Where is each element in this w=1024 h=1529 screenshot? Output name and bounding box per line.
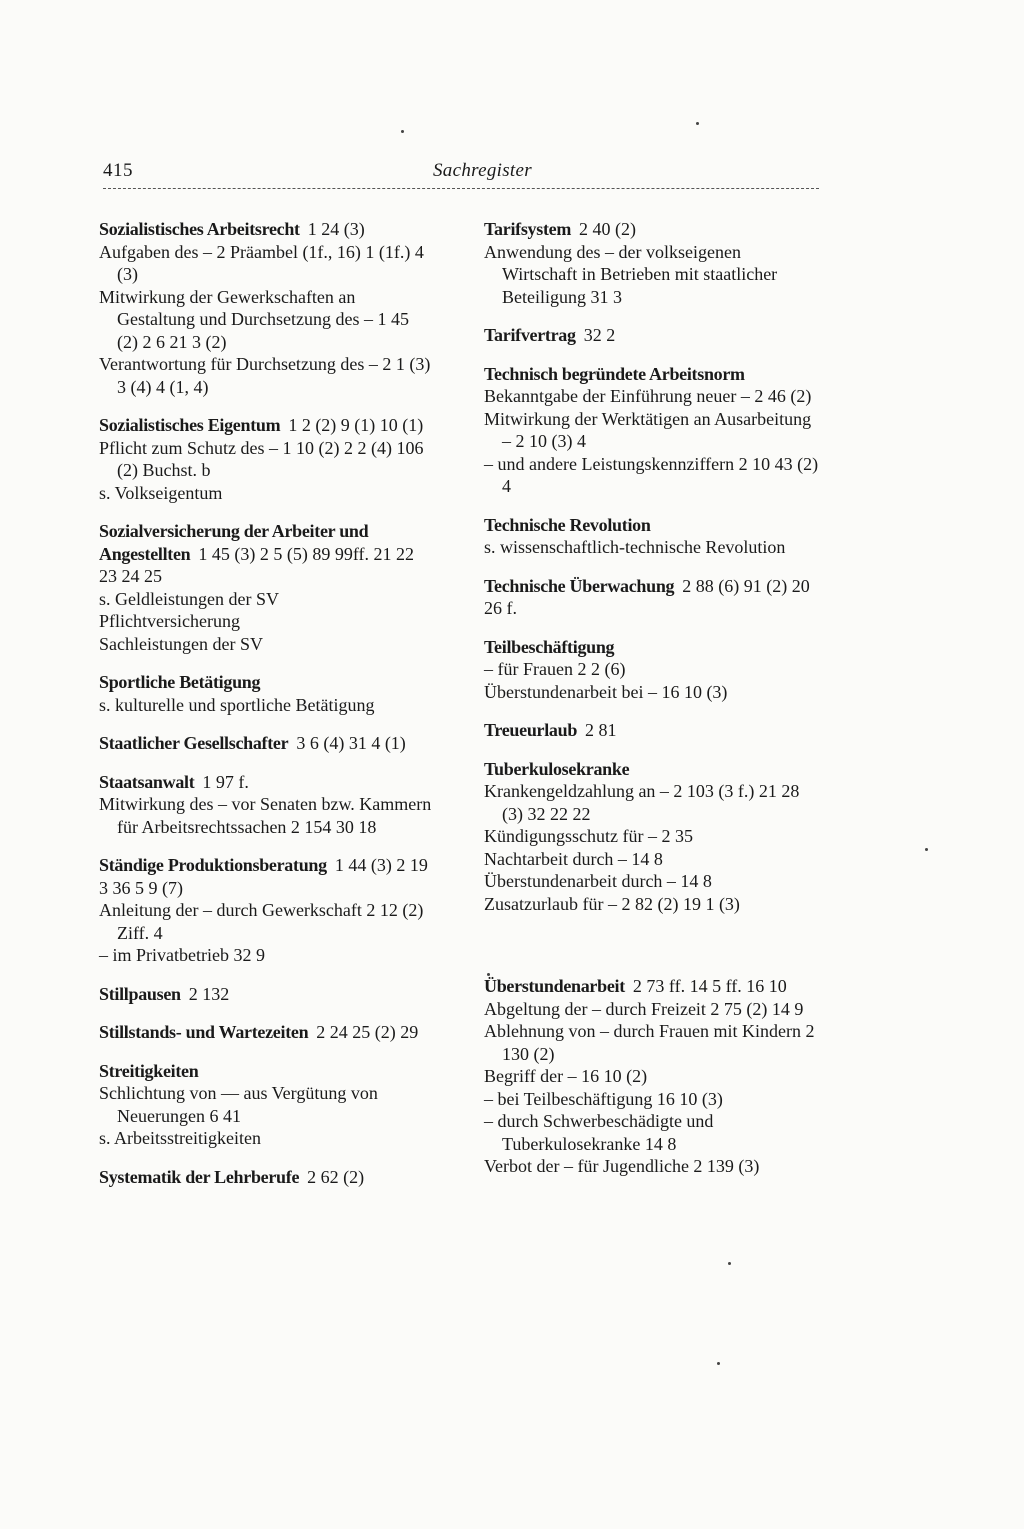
entry-subentry: – bei Teilbeschäftigung 16 10 (3) <box>484 1088 723 1109</box>
entry-heading <box>99 218 434 241</box>
entry-term: Staatsanwalt <box>99 771 195 792</box>
entry-spacer <box>99 838 434 854</box>
entry-subentry: Sachleistungen der SV <box>99 633 263 654</box>
entry-subentry: Überstundenarbeit durch – 14 8 <box>484 871 712 891</box>
entry-spacer <box>99 967 434 983</box>
entry-reference: 1 24 (3) <box>307 219 365 239</box>
entry-term: Teilbeschäftigung <box>484 636 615 657</box>
page-number: 415 <box>103 160 133 181</box>
entry-spacer <box>484 915 819 975</box>
entry-term: Stillstands- und Wartezeiten <box>99 1022 309 1042</box>
index-entry <box>484 575 819 620</box>
index-entry <box>99 1021 434 1044</box>
entry-term: Sozialistisches Arbeitsrecht <box>99 219 300 239</box>
index-entry <box>99 732 434 755</box>
entry-reference: 1 45 (3) 2 5 (5) 89 99ff. 21 22 23 24 25 <box>99 543 415 586</box>
entry-heading <box>484 636 819 659</box>
entry-term: Staatlicher Gesellschafter <box>99 733 289 753</box>
index-entry <box>484 636 819 704</box>
entry-subentry: Verbot der – für Jugendliche 2 139 (3) <box>484 1156 760 1176</box>
entry-subentry: s. Volkseigentum <box>99 482 223 503</box>
entry-reference: 32 2 <box>583 325 616 345</box>
entry-subentry: Mitwirkung der Gewerkschaften an Gestaltung und Durchsetzung des – 1 45 (2) 2 6 21 3 (2) <box>99 286 409 352</box>
print-speck <box>401 130 404 133</box>
entry-term: Tarifsystem <box>484 219 572 239</box>
entry-term: Sozialistisches Eigentum <box>99 415 281 435</box>
entry-subentry: Pflichtversicherung <box>99 611 240 631</box>
entry-subentry: Aufgaben des – 2 Präambel (1f., 16) 1 (1f.) 4 (3) <box>99 241 424 284</box>
entry-term: Technisch begründete Arbeitsnorm <box>484 363 745 384</box>
entry-subentry: – und andere Leistungskennziffern 2 10 43 (2) 4 <box>484 453 819 496</box>
entry-term: Sportliche Betätigung <box>99 672 261 692</box>
index-entry <box>484 758 819 916</box>
entry-heading <box>99 1060 434 1083</box>
entry-spacer <box>99 755 434 771</box>
entry-term: Tuberkulosekranke <box>484 758 630 779</box>
print-speck <box>925 848 928 851</box>
index-entry <box>99 1060 434 1150</box>
entry-heading <box>484 758 819 781</box>
entry-term: Systematik der Lehrberufe <box>99 1166 300 1187</box>
entry-term: Technische Revolution <box>484 514 651 535</box>
entry-heading <box>99 1166 434 1189</box>
entry-subentry: Schlichtung von — aus Vergütung von Neuerungen 6 41 <box>99 1083 378 1126</box>
entry-subentry: Ablehnung von – durch Frauen mit Kindern 2 130 (2) <box>484 1021 815 1064</box>
index-column-right <box>484 218 819 1178</box>
entry-subentry: – im Privatbetrieb 32 9 <box>99 945 265 965</box>
entry-spacer <box>99 1044 434 1060</box>
entry-subentry: Pflicht zum Schutz des – 1 10 (2) 2 2 (4) 106 (2) Buchst. b <box>99 437 424 480</box>
index-entry <box>484 975 819 1178</box>
print-speck <box>696 122 699 125</box>
index-entry <box>484 218 819 308</box>
entry-term: Treueurlaub <box>484 720 578 740</box>
index-entry <box>484 719 819 742</box>
entry-spacer <box>484 703 819 719</box>
entry-subentry: Kündigungsschutz für – 2 35 <box>484 826 693 846</box>
entry-heading <box>484 324 819 347</box>
entry-heading <box>484 975 819 998</box>
index-column-left <box>99 218 434 1188</box>
entry-subentry: Überstundenarbeit bei – 16 10 (3) <box>484 681 728 702</box>
index-entry <box>99 983 434 1006</box>
entry-term: Überstundenarbeit <box>484 976 625 996</box>
entry-reference: 1 2 (2) 9 (1) 10 (1) <box>288 415 424 435</box>
entry-reference: 3 6 (4) 31 4 (1) <box>296 733 406 753</box>
entry-reference: 2 132 <box>188 983 230 1004</box>
index-entry <box>484 324 819 347</box>
entry-spacer <box>99 655 434 671</box>
entry-subentry: Verantwortung für Durchsetzung des – 2 1 (3) 3 (4) 4 (1, 4) <box>99 354 431 397</box>
entry-spacer <box>99 716 434 732</box>
entry-heading <box>99 671 434 694</box>
entry-spacer <box>99 398 434 414</box>
index-entry <box>99 771 434 839</box>
entry-subentry: Zusatzurlaub für – 2 82 (2) 19 1 (3) <box>484 893 740 914</box>
print-speck <box>728 1262 731 1265</box>
entry-heading <box>99 854 434 899</box>
entry-spacer <box>99 1005 434 1021</box>
index-entry <box>99 671 434 716</box>
entry-term: Tarifvertrag <box>484 325 576 345</box>
entry-reference: 1 44 (3) 2 19 3 36 5 9 (7) <box>99 855 428 898</box>
entry-heading <box>99 771 434 794</box>
entry-heading <box>99 414 434 437</box>
index-entry <box>99 414 434 504</box>
entry-subentry: – für Frauen 2 2 (6) <box>484 659 626 679</box>
entry-term: Ständige Produktionsberatung <box>99 855 327 875</box>
entry-subentry: Krankengeldzahlung an – 2 103 (3 f.) 21 28 (3) 32 22 22 <box>484 781 800 824</box>
entry-term: Stillpausen <box>99 983 181 1004</box>
index-entry <box>484 514 819 559</box>
entry-heading <box>99 520 434 588</box>
header-rule <box>103 188 819 189</box>
entry-subentry: s. wissenschaftlich-technische Revolution <box>484 537 786 557</box>
entry-reference: 2 81 <box>585 720 617 740</box>
entry-reference: 1 97 f. <box>202 771 249 792</box>
entry-reference: 2 24 25 (2) 29 <box>316 1022 419 1042</box>
index-entry <box>99 854 434 967</box>
entry-heading <box>99 983 434 1006</box>
entry-reference: 2 73 ff. 14 5 ff. 16 10 <box>632 976 787 996</box>
entry-spacer <box>484 347 819 363</box>
entry-spacer <box>484 498 819 514</box>
entry-heading <box>484 514 819 537</box>
entry-reference: 2 62 (2) <box>307 1166 365 1187</box>
entry-heading <box>484 719 819 742</box>
running-title: Sachregister <box>433 160 532 181</box>
entry-subentry: Anwendung des – der volkseigenen Wirtschaft in Betrieben mit staatlicher Beteiligung 31 3 <box>484 241 778 307</box>
entry-subentry: s. Arbeitsstreitigkeiten <box>99 1128 261 1148</box>
entry-heading <box>99 732 434 755</box>
entry-term: Sozialversicherung der Arbeiter und Angestellten <box>99 521 369 564</box>
entry-subentry: s. kulturelle und sportliche Betätigung <box>99 694 375 715</box>
entry-subentry: Begriff der – 16 10 (2) <box>484 1066 648 1086</box>
entry-heading <box>484 218 819 241</box>
entry-subentry: – durch Schwerbeschädigte und Tuberkulosekranke 14 8 <box>484 1111 714 1154</box>
entry-heading <box>484 363 819 386</box>
entry-subentry: Abgeltung der – durch Freizeit 2 75 (2) 14 9 <box>484 998 804 1019</box>
entry-spacer <box>484 308 819 324</box>
entry-spacer <box>484 559 819 575</box>
entry-spacer <box>484 742 819 758</box>
entry-term: Streitigkeiten <box>99 1060 199 1081</box>
print-speck <box>717 1362 720 1365</box>
entry-spacer <box>99 504 434 520</box>
entry-spacer <box>99 1150 434 1166</box>
entry-reference: 2 88 (6) 91 (2) 20 26 f. <box>484 575 810 618</box>
entry-subentry: Mitwirkung des – vor Senaten bzw. Kammern für Arbeitsrechtssachen 2 154 30 18 <box>99 794 432 837</box>
entry-subentry: Anleitung der – durch Gewerkschaft 2 12 (2) Ziff. 4 <box>99 900 424 943</box>
print-speck <box>487 973 490 976</box>
index-entry <box>99 218 434 398</box>
entry-reference: 2 40 (2) <box>579 219 637 239</box>
entry-heading <box>484 575 819 620</box>
index-entry <box>484 363 819 498</box>
entry-term: Technische Überwachung <box>484 575 675 596</box>
entry-subentry: s. Geldleistungen der SV <box>99 588 279 609</box>
entry-heading <box>99 1021 434 1044</box>
entry-subentry: Nachtarbeit durch – 14 8 <box>484 848 663 869</box>
index-entry <box>99 1166 434 1189</box>
index-entry <box>99 520 434 655</box>
entry-subentry: Bekanntgabe der Einführung neuer – 2 46 (2) <box>484 386 812 406</box>
entry-subentry: Mitwirkung der Werktätigen an Ausarbeitung – 2 10 (3) 4 <box>484 408 812 451</box>
entry-spacer <box>484 620 819 636</box>
